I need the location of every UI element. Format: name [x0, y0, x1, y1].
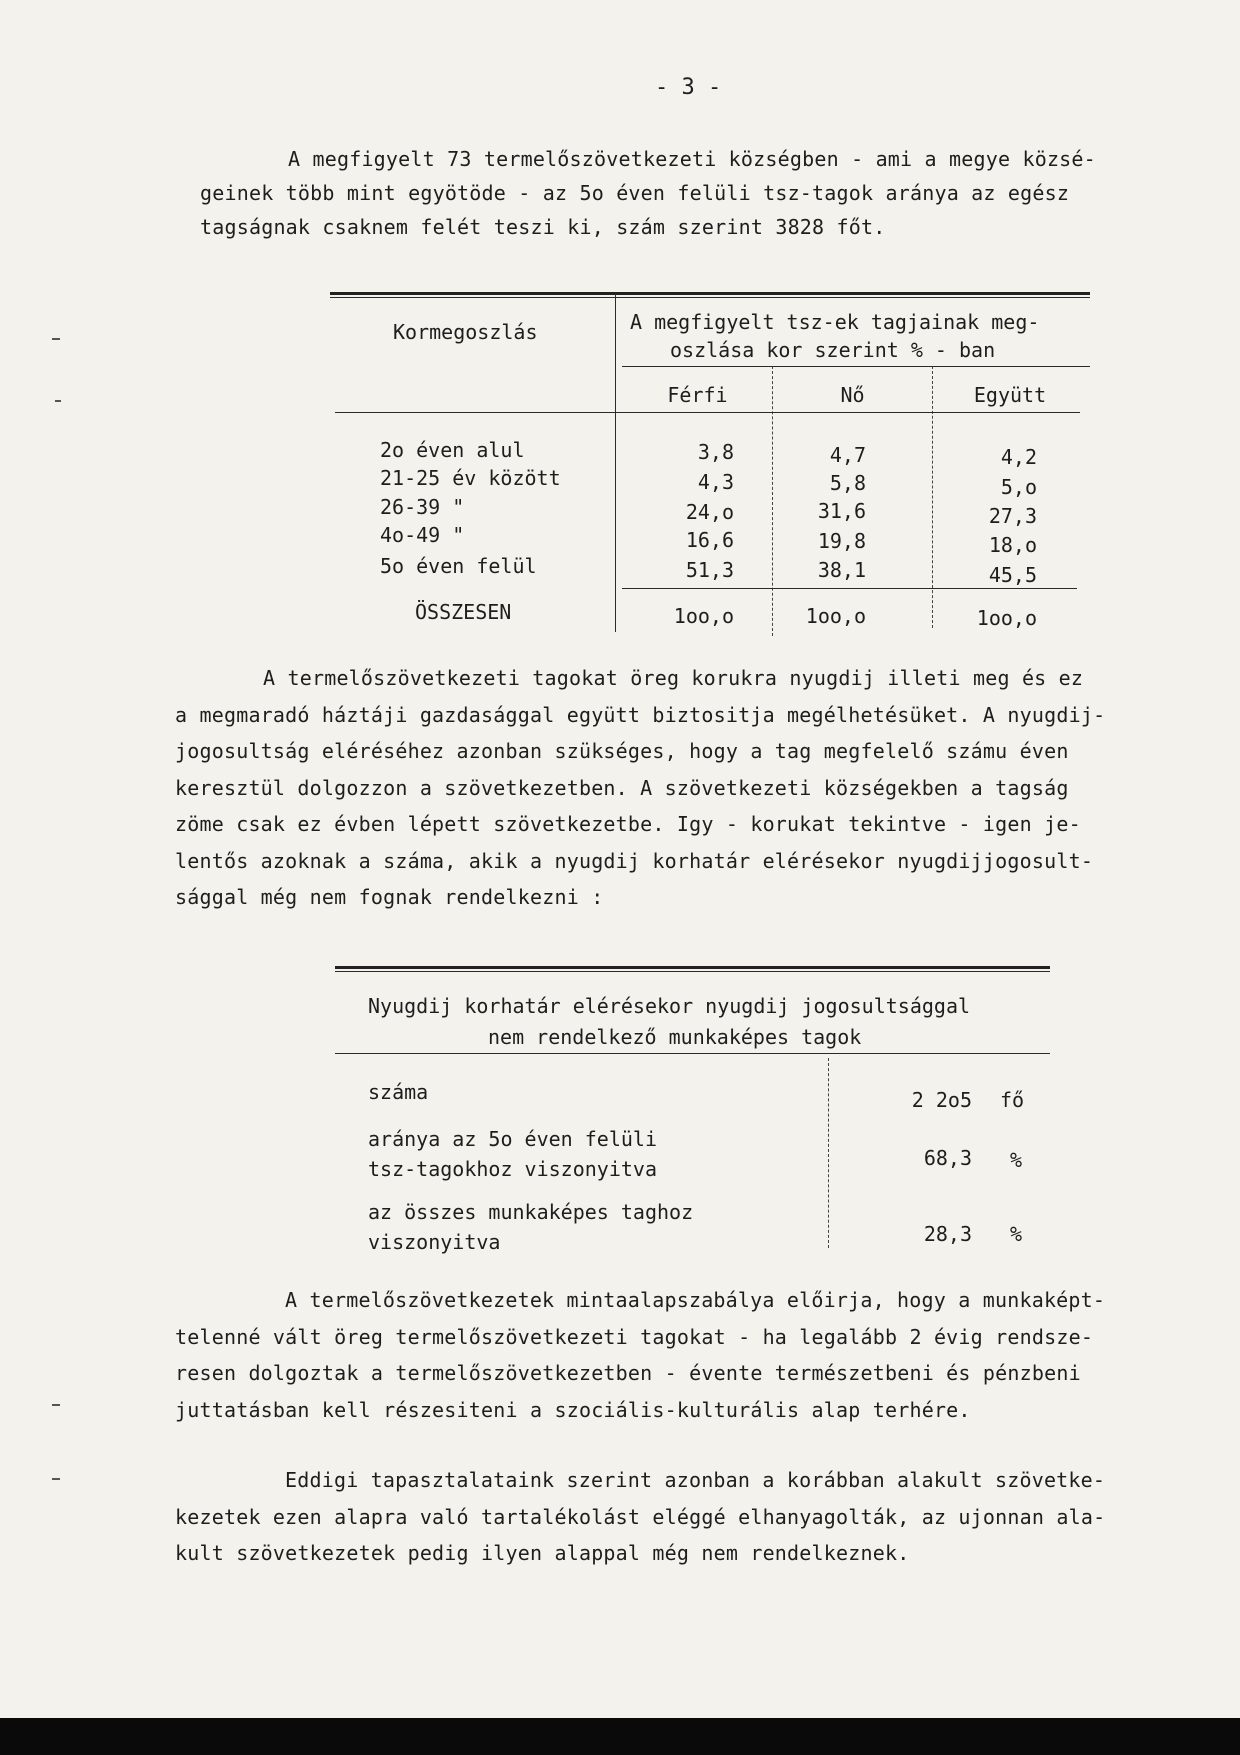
group-header: A megfigyelt tsz-ek tagjainak meg- [630, 310, 1040, 334]
cell-egyutt: 27,3 [988, 504, 1037, 528]
row-label: aránya az 5o éven felüli [368, 1127, 657, 1151]
cell-unit: fő [1000, 1088, 1025, 1112]
text-line: tagságnak csaknem felét teszi ki, szám szerint 3828 főt. [200, 215, 886, 239]
intro-paragraph [200, 142, 1096, 244]
table-header: Nyugdij korhatár elérésekor nyugdij jogosultsággal [368, 994, 971, 1018]
text-line: A termelőszövetkezetek mintaalapszabálya előirja, hogy a munkaképt- [285, 1288, 1106, 1312]
cell-ferfi: 1oo,o [673, 604, 734, 628]
text-line: resen dolgoztak a termelőszövetkezetben - évente természetbeni és pénzbeni [175, 1361, 1081, 1385]
row-header: Kormegoszlás [393, 320, 538, 344]
text-line: zöme csak ez évben lépett szövetkezetbe. Igy - korukat tekintve - igen je- [175, 812, 1081, 836]
text-line: lentős azoknak a száma, akik a nyugdij korhatár elérésekor nyugdijjogosult- [175, 848, 1094, 873]
cell-ferfi: 3,8 [697, 440, 734, 464]
cell-ferfi: 24,o [685, 500, 734, 524]
column-header-no: Nő [840, 383, 865, 407]
row-label: tsz-tagokhoz viszonyitva [368, 1157, 657, 1181]
cell-egyutt: 5,o [1000, 475, 1037, 499]
page-number: - 3 - [655, 75, 722, 100]
row-label: 21-25 év között [380, 466, 561, 490]
text-line: jogosultság eléréséhez azonban szükséges, hogy a tag megfelelő számu éven [175, 739, 1069, 763]
cell-ferfi: 16,6 [685, 528, 734, 552]
text-line: kezetek ezen alapra való tartalékolást eléggé elhanyagolták, az ujonnan ala- [175, 1504, 1106, 1529]
cell-ferfi: 51,3 [685, 558, 734, 582]
cell-unit: % [1010, 1148, 1023, 1172]
row-label: ÖSSZESEN [415, 600, 512, 624]
middle-paragraph [175, 660, 1105, 916]
cell-egyutt: 45,5 [988, 563, 1037, 587]
cell-no: 4,7 [829, 443, 866, 467]
text-line: a megmaradó háztáji gazdasággal együtt biztositja megélhetésüket. A nyugdij- [175, 702, 1106, 727]
row-label: 2o éven alul [380, 438, 525, 462]
closing-paragraph-1 [175, 1282, 1105, 1428]
row-label: 4o-49 " [380, 523, 465, 547]
text-line: juttatásban kell részesiteni a szociális-kulturális alap terhére. [175, 1397, 971, 1422]
text-line: sággal még nem fognak rendelkezni : [175, 885, 604, 909]
column-header-ferfi: Férfi [667, 383, 728, 407]
cell-egyutt: 18,o [988, 533, 1037, 557]
cell-egyutt: 4,2 [1000, 445, 1037, 469]
cell-egyutt: 1oo,o [976, 606, 1037, 630]
margin-mark [52, 338, 60, 340]
closing-paragraph-2 [175, 1462, 1105, 1572]
margin-mark [52, 1404, 60, 1406]
margin-mark [55, 400, 61, 402]
cell-value: 28,3 [923, 1222, 972, 1246]
column-header-egyutt: Együtt [973, 383, 1047, 407]
text-line: Eddigi tapasztalataink szerint azonban a korábban alakult szövetke- [285, 1468, 1106, 1492]
row-label: viszonyitva [368, 1230, 501, 1254]
row-label: az összes munkaképes taghoz [368, 1200, 694, 1224]
cell-no: 19,8 [817, 529, 866, 553]
cell-no: 1oo,o [805, 604, 866, 628]
text-line: telenné vált öreg termelőszövetkezeti tagokat - ha legalább 2 évig rendsze- [175, 1324, 1094, 1349]
text-line: A termelőszövetkezeti tagokat öreg korukra nyugdij illeti meg és ez [263, 666, 1084, 690]
row-label: száma [368, 1080, 429, 1104]
cell-value: 2 2o5 [911, 1088, 972, 1112]
cell-value: 68,3 [923, 1146, 972, 1170]
text-line: keresztül dolgozzon a szövetkezetben. A szövetkezeti községekben a tagság [175, 775, 1069, 800]
text-line: A megfigyelt 73 termelőszövetkezeti községben - ami a megye közsé- [288, 147, 1096, 171]
margin-mark [52, 1478, 60, 1480]
cell-no: 5,8 [829, 471, 866, 495]
cell-unit: % [1010, 1222, 1023, 1246]
row-label: 5o éven felül [380, 554, 537, 578]
text-line: kult szövetkezetek pedig ilyen alappal még nem rendelkeznek. [175, 1541, 910, 1565]
cell-ferfi: 4,3 [697, 470, 734, 494]
cell-no: 31,6 [817, 499, 866, 523]
row-label: 26-39 " [380, 495, 465, 519]
table-header: nem rendelkező munkaképes tagok [488, 1025, 862, 1049]
cell-no: 38,1 [817, 558, 866, 582]
group-header: oszlása kor szerint % - ban [670, 338, 996, 362]
text-line: geinek több mint egyötöde - az 5o éven felüli tsz-tagok aránya az egész [200, 181, 1070, 205]
